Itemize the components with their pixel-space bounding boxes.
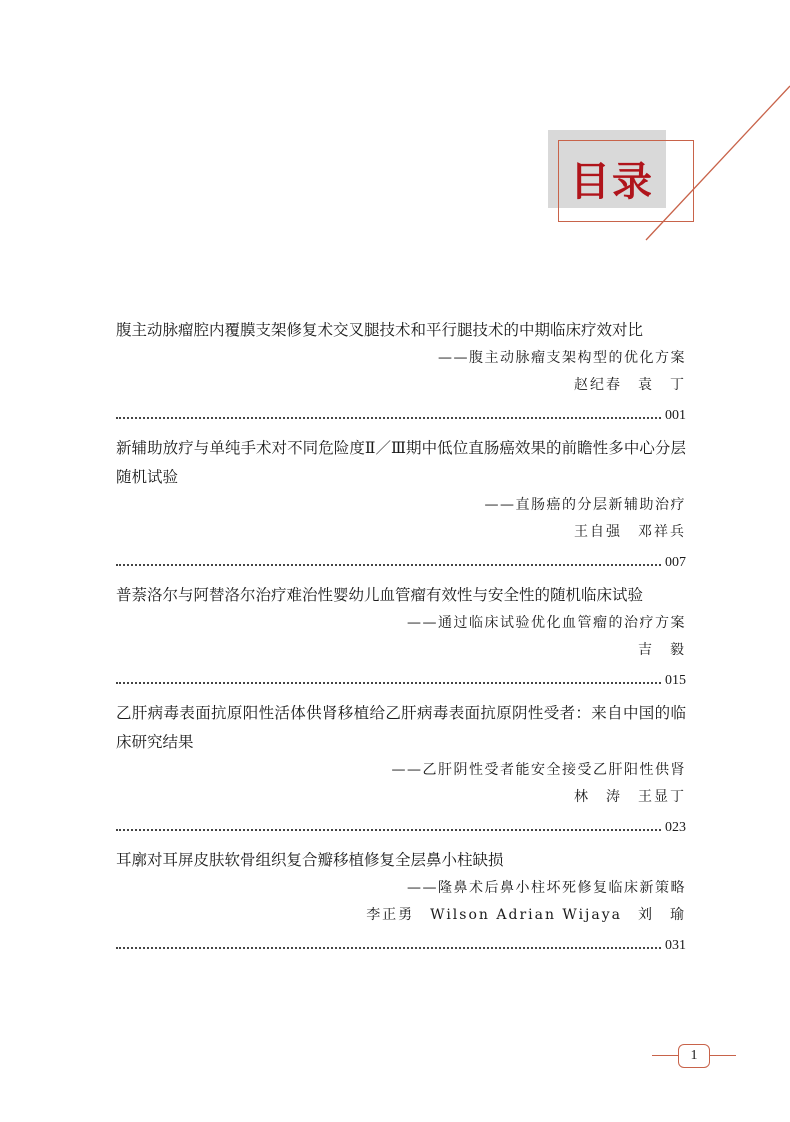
toc-title-block	[546, 128, 706, 228]
toc-entry-4[interactable]	[116, 699, 686, 837]
entry-page-number[interactable]: 015	[665, 673, 686, 688]
entry-authors: 吉 毅	[638, 642, 686, 658]
entry-page-number[interactable]: 007	[665, 555, 686, 570]
entry-title[interactable]: 乙肝病毒表面抗原阳性活体供肾移植给乙肝病毒表面抗原阴性受者：来自中国的临床研究结果	[116, 704, 686, 751]
entry-authors: 李正勇 Wilson Adrian Wijaya 刘 瑜	[366, 907, 686, 923]
dot-leader	[116, 664, 686, 690]
entry-subtitle: ——腹主动脉瘤支架构型的优化方案	[438, 350, 686, 366]
entry-subtitle: ——乙肝阴性受者能安全接受乙肝阳性供肾	[391, 762, 686, 778]
entry-title[interactable]: 耳廓对耳屏皮肤软骨组织复合瓣移植修复全层鼻小柱缺损	[116, 851, 504, 869]
dot-leader	[116, 811, 686, 837]
ornament-line-left	[652, 1055, 678, 1056]
page-number-ornament	[652, 1044, 736, 1068]
page-number: 1	[678, 1044, 710, 1068]
dot-leader	[116, 399, 686, 425]
toc-entry-5[interactable]	[116, 846, 686, 955]
table-of-contents	[116, 316, 686, 964]
entry-page-number[interactable]: 001	[665, 408, 686, 423]
entry-title[interactable]: 新辅助放疗与单纯手术对不同危险度Ⅱ／Ⅲ期中低位直肠癌效果的前瞻性多中心分层随机试验	[116, 439, 686, 486]
entry-title[interactable]: 普萘洛尔与阿替洛尔治疗难治性婴幼儿血管瘤有效性与安全性的随机临床试验	[116, 586, 644, 604]
ornament-line-right	[710, 1055, 736, 1056]
leader-dots	[116, 829, 661, 831]
entry-authors: 林 涛 王显丁	[574, 789, 686, 805]
entry-authors: 王自强 邓祥兵	[574, 524, 686, 540]
entry-page-number[interactable]: 023	[665, 820, 686, 835]
entry-title[interactable]: 腹主动脉瘤腔内覆膜支架修复术交叉腿技术和平行腿技术的中期临床疗效对比	[116, 321, 644, 339]
entry-authors: 赵纪春 袁 丁	[574, 377, 686, 393]
dot-leader	[116, 546, 686, 572]
leader-dots	[116, 417, 661, 419]
dot-leader	[116, 929, 686, 955]
leader-dots	[116, 682, 661, 684]
entry-subtitle: ——通过临床试验优化血管瘤的治疗方案	[407, 615, 686, 631]
entry-subtitle: ——隆鼻术后鼻小柱坏死修复临床新策略	[407, 880, 686, 896]
toc-entry-3[interactable]	[116, 581, 686, 690]
page-title: 目录	[570, 159, 654, 205]
leader-dots	[116, 564, 661, 566]
toc-entry-1[interactable]	[116, 316, 686, 425]
toc-entry-2[interactable]	[116, 434, 686, 572]
entry-subtitle: ——直肠癌的分层新辅助治疗	[484, 497, 686, 513]
leader-dots	[116, 947, 661, 949]
entry-page-number[interactable]: 031	[665, 938, 686, 953]
